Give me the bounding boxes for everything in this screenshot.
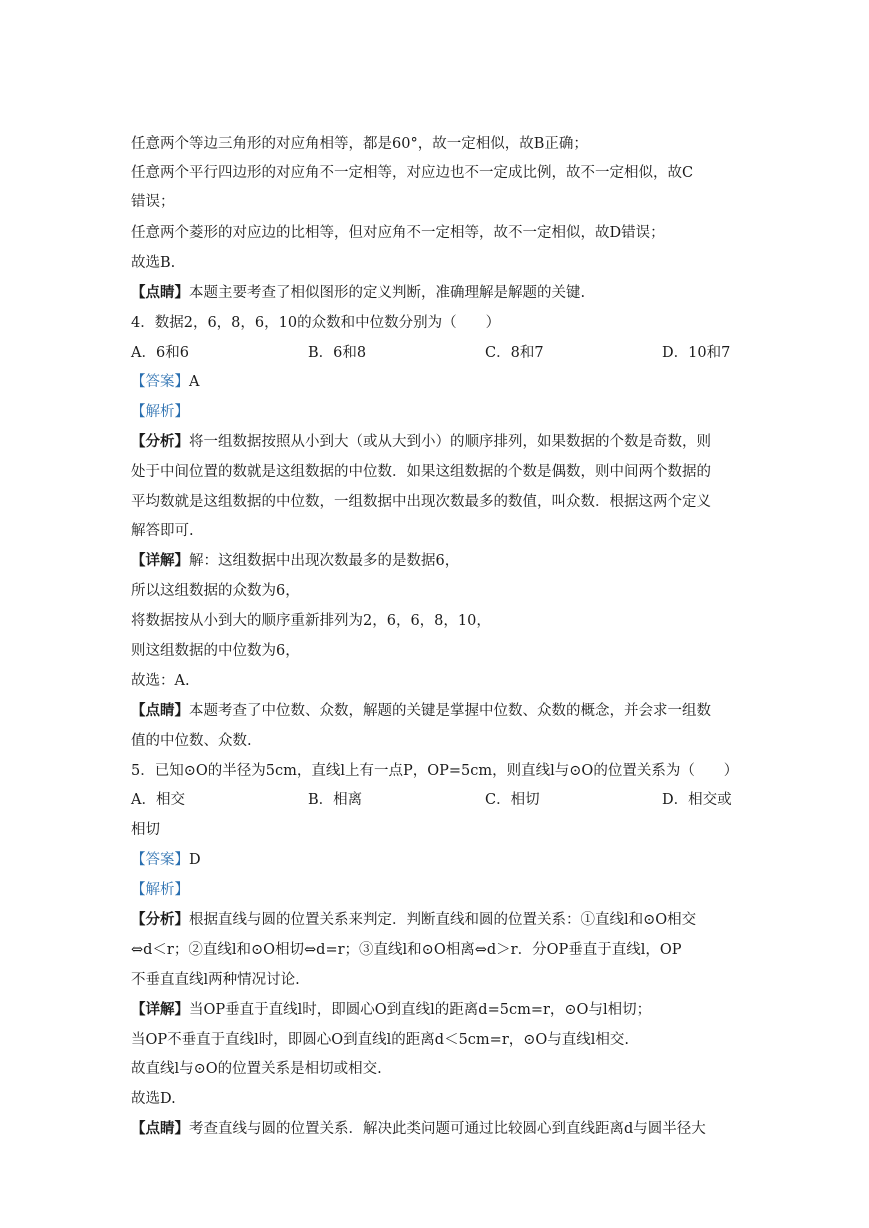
option-c: C．8和7	[485, 345, 544, 361]
question-5-stem: 5．已知⊙O的半径为5cm，直线l上有一点P，OP=5cm，则直线l与⊙O的位置关系为（ ）	[131, 763, 739, 779]
question-4-options	[131, 343, 741, 363]
analysis-line: ⇔d＜r；②直线l和⊙O相切⇔d=r；③直线l和⊙O相离⇔d＞r．分OP垂直于直线l，OP	[131, 942, 682, 958]
comment-line: 值的中位数、众数.	[131, 733, 252, 749]
detail-line	[131, 1000, 651, 1020]
comment-line	[131, 701, 711, 721]
analysis-line: 不垂直直线l两种情况讨论.	[131, 972, 300, 988]
detail-line: 故选D.	[131, 1091, 176, 1107]
text-line: 任意两个平行四边形的对应角不一定相等，对应边也不一定成比例，故不一定相似，故C	[131, 165, 694, 181]
analysis-line: 解答即可.	[131, 523, 194, 539]
comment-line	[131, 283, 585, 303]
option-c: C．相切	[485, 792, 540, 808]
detail-line: 故选：A.	[131, 673, 190, 689]
comment-text: 本题主要考查了相似图形的定义判断，准确理解是解题的关键.	[189, 285, 586, 301]
answer-value: A	[189, 374, 200, 390]
detail-line: 故直线l与⊙O的位置关系是相切或相交.	[131, 1061, 382, 1077]
detail-text: 当OP垂直于直线l时，即圆心O到直线l的距离d=5cm=r，⊙O与l相切；	[189, 1002, 652, 1018]
analysis-label: 【解析】	[131, 404, 189, 420]
option-d: D．10和7	[662, 345, 731, 361]
detail-line: 将数据按从小到大的顺序重新排列为2，6，6，8，10，	[131, 613, 491, 629]
xiangjie-label: 【详解】	[131, 552, 189, 569]
text-line: 故选B.	[131, 255, 176, 271]
comment-line	[131, 1119, 706, 1139]
detail-line: 当OP不垂直于直线l时，即圆心O到直线l的距离d＜5cm=r，⊙O与直线l相交.	[131, 1032, 630, 1048]
answer-label: 【答案】	[131, 374, 189, 390]
option-a: A．6和6	[131, 345, 189, 361]
comment-text: 本题考查了中位数、众数，解题的关键是掌握中位数、众数的概念，并会求一组数	[189, 703, 711, 719]
xiangjie-label: 【详解】	[131, 1001, 189, 1018]
analysis-line: 处于中间位置的数就是这组数据的中位数．如果这组数据的个数是偶数，则中间两个数据的	[131, 464, 711, 480]
answer-value: D	[189, 852, 201, 868]
fenxi-label: 【分析】	[131, 911, 189, 928]
analysis-line: 平均数就是这组数据的中位数，一组数据中出现次数最多的数值，叫众数．根据这两个定义	[131, 494, 711, 510]
option-b: B．相离	[308, 792, 363, 808]
analysis-text: 根据直线与圆的位置关系来判定．判断直线和圆的位置关系：①直线l和⊙O相交	[189, 912, 697, 928]
answer-line	[131, 850, 201, 870]
fenxi-label: 【分析】	[131, 433, 189, 450]
detail-line: 所以这组数据的众数为6，	[131, 583, 300, 599]
option-d: D．相交或	[662, 792, 732, 808]
question-5-options	[131, 790, 741, 810]
detail-line: 则这组数据的中位数为6，	[131, 643, 300, 659]
analysis-line	[131, 432, 711, 452]
analysis-text: 将一组数据按照从小到大（或从大到小）的顺序排列，如果数据的个数是奇数，则	[189, 434, 711, 450]
dianjing-label: 【点睛】	[131, 1120, 189, 1137]
text-line: 任意两个菱形的对应边的比相等，但对应角不一定相等，故不一定相似，故D错误；	[131, 225, 665, 241]
option-b: B．6和8	[308, 345, 367, 361]
answer-label: 【答案】	[131, 852, 189, 868]
detail-text: 解：这组数据中出现次数最多的是数据6，	[189, 553, 460, 569]
question-4-stem: 4．数据2，6，8，6，10的众数和中位数分别为（ ）	[131, 315, 501, 331]
analysis-line	[131, 910, 696, 930]
analysis-label: 【解析】	[131, 882, 189, 898]
dianjing-label: 【点睛】	[131, 702, 189, 719]
comment-text: 考查直线与圆的位置关系．解决此类问题可通过比较圆心到直线距离d与圆半径大	[189, 1121, 706, 1137]
answer-line	[131, 372, 199, 392]
text-line: 错误；	[131, 194, 175, 210]
option-a: A．相交	[131, 792, 185, 808]
option-continuation: 相切	[131, 822, 160, 838]
text-line: 任意两个等边三角形的对应角相等，都是60°，故一定相似，故B正确；	[131, 136, 588, 152]
dianjing-label: 【点睛】	[131, 284, 189, 301]
detail-line	[131, 551, 459, 571]
